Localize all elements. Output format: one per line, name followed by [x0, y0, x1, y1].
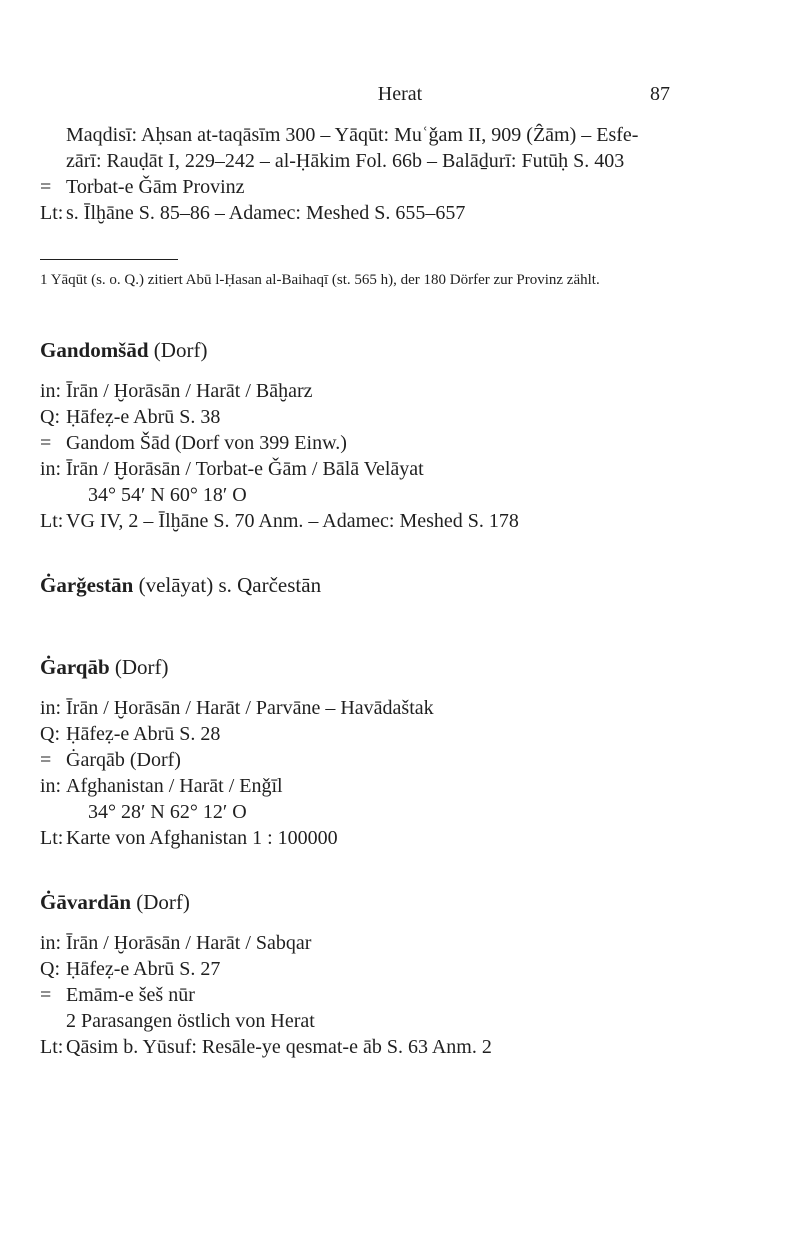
entry-body	[40, 430, 740, 534]
entry-row	[40, 174, 740, 200]
entry-heading	[40, 573, 321, 598]
entry-body	[40, 378, 740, 430]
intro-line: Maqdisī: Aḥsan at-taqāsīm 300 – Yāqūt: Muʿǧam II, 909 (Ẑām) – Esfe-	[66, 124, 639, 146]
footnote-rule	[40, 259, 178, 260]
row-text: Īrān / Ḫorāsān / Harāt / Parvāne – Havādaštak	[66, 697, 434, 719]
row-label: Lt:	[40, 510, 64, 532]
entry-name: Ġarǧestān	[40, 573, 134, 597]
row-label: =	[40, 432, 52, 454]
entry-row	[40, 747, 740, 773]
row-text: Ḥāfeẓ-e Abrū S. 27	[66, 958, 221, 980]
entry-row	[40, 378, 740, 404]
row-text: Emām-e šeš nūr	[66, 984, 195, 1006]
row-label	[40, 482, 66, 508]
row-label: Lt:	[40, 827, 64, 849]
row-text: 2 Parasangen östlich von Herat	[66, 1010, 315, 1032]
entry-row	[40, 695, 740, 721]
row-label: Q:	[40, 958, 60, 980]
row-text: 34° 54′ N 60° 18′ O	[88, 484, 247, 506]
entry-row	[40, 456, 740, 482]
row-label: =	[40, 749, 52, 771]
entry-kind: (Dorf)	[136, 890, 190, 914]
intro-rows	[40, 174, 740, 226]
row-label: =	[40, 176, 52, 198]
footnote: 1 Yāqūt (s. o. Q.) zitiert Abū l-Ḥasan al-Baihaqī (st. 565 h), der 180 Dörfer zur Provinz zählt.	[40, 272, 600, 288]
entry-row	[40, 773, 740, 799]
row-text: VG IV, 2 – Īlḫāne S. 70 Anm. – Adamec: Meshed S. 178	[66, 510, 519, 532]
entry-row	[40, 930, 740, 956]
entry-row	[40, 1008, 740, 1034]
row-text: Īrān / Ḫorāsān / Torbat-e Ǧām / Bālā Velāyat	[66, 458, 424, 480]
row-text: Ġarqāb (Dorf)	[66, 749, 181, 771]
entry-heading	[40, 890, 190, 915]
row-text: Īrān / Ḫorāsān / Harāt / Sabqar	[66, 932, 312, 954]
row-text: Torbat-e Ǧām Provinz	[66, 176, 245, 198]
entry-body	[40, 930, 740, 982]
row-label: Q:	[40, 406, 60, 428]
running-title: Herat	[377, 83, 423, 105]
row-text: Īrān / Ḫorāsān / Harāt / Bāḫarz	[66, 380, 313, 402]
row-text: Ḥāfeẓ-e Abrū S. 28	[66, 723, 221, 745]
entry-name: Ġarqāb	[40, 655, 110, 679]
row-label: in:	[40, 697, 62, 719]
row-text: Karte von Afghanistan 1 : 100000	[66, 827, 338, 849]
row-label: Lt:	[40, 1036, 64, 1058]
entry-body	[40, 982, 740, 1060]
entry-row	[40, 825, 740, 851]
entry-row	[40, 482, 740, 508]
row-label: in:	[40, 932, 62, 954]
row-text: Gandom Šād (Dorf von 399 Einw.)	[66, 432, 347, 454]
row-label: Lt:	[40, 202, 64, 224]
row-text: 34° 28′ N 62° 12′ O	[88, 801, 247, 823]
entry-name: Gandomšād	[40, 338, 149, 362]
entry-row	[40, 1034, 740, 1060]
row-label: in:	[40, 380, 62, 402]
entry-body	[40, 747, 740, 851]
row-label: =	[40, 984, 52, 1006]
entry-body	[40, 695, 740, 747]
entry-kind: (Dorf)	[153, 338, 208, 362]
entry-name: Ġāvardān	[40, 890, 132, 914]
intro-block	[40, 122, 740, 174]
row-text: s. Īlḫāne S. 85–86 – Adamec: Meshed S. 655–657	[66, 202, 466, 224]
row-label	[40, 1008, 66, 1034]
running-header	[0, 83, 800, 113]
entry-row	[40, 404, 740, 430]
entry-row	[40, 799, 740, 825]
row-label	[40, 799, 66, 825]
entry-heading	[40, 338, 207, 363]
entry-kind: (Dorf)	[114, 655, 169, 679]
entry-row	[40, 200, 740, 226]
entry-row	[40, 508, 740, 534]
entry-kind: (velāyat) s. Qarčestān	[138, 573, 322, 597]
entry-row	[40, 956, 740, 982]
entry-row	[40, 982, 740, 1008]
entry-row	[40, 430, 740, 456]
row-label: in:	[40, 775, 62, 797]
entry-row	[40, 721, 740, 747]
page-number: 87	[650, 83, 670, 105]
row-label: in:	[40, 458, 62, 480]
row-text: Ḥāfeẓ-e Abrū S. 38	[66, 406, 221, 428]
row-text: Afghanistan / Harāt / Enǧīl	[66, 775, 283, 797]
row-label: Q:	[40, 723, 60, 745]
entry-heading	[40, 655, 169, 680]
intro-line: zārī: Rauḍāt I, 229–242 – al-Ḥākim Fol. 66b – Balāḏurī: Futūḥ S. 403	[66, 150, 625, 172]
row-text: Qāsim b. Yūsuf: Resāle-ye qesmat-e āb S. 63 Anm. 2	[66, 1036, 492, 1058]
